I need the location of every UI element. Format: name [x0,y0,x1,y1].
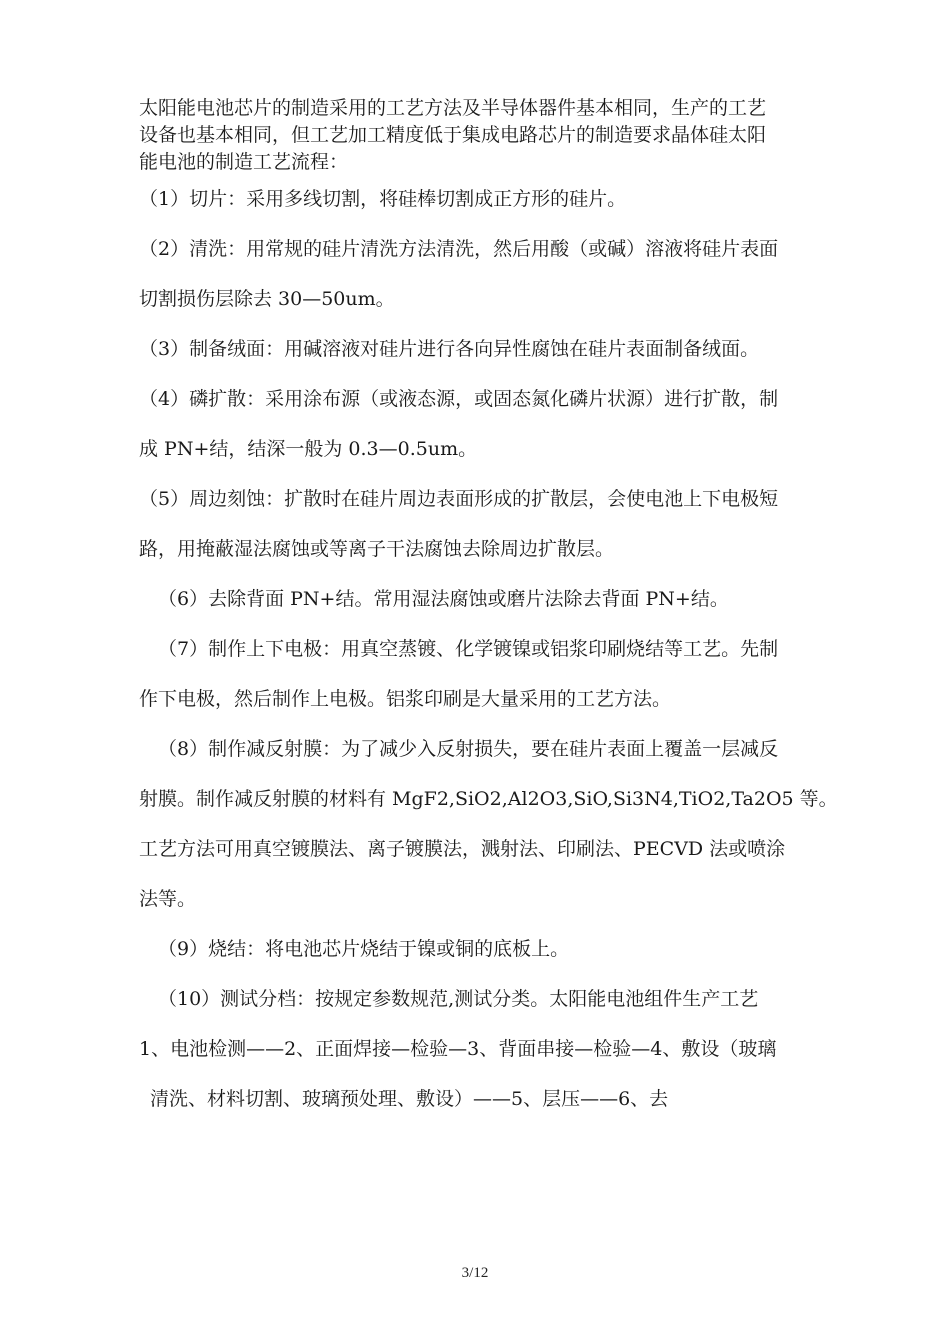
step-8-line-1: （8）制作减反射膜：为了减少入反射损失，要在硅片表面上覆盖一层减反 [158,738,779,760]
step-4-line-2: 成 PN+结，结深一般为 0.3—0.5um。 [139,438,478,460]
module-process-line-2: 清洗、材料切割、玻璃预处理、敷设）——5、层压——6、去 [150,1088,669,1110]
intro-line: 能电池的制造工艺流程： [139,151,349,173]
step-4-line-1: （4）磷扩散：采用涂布源（或液态源，或固态氮化磷片状源）进行扩散，制 [139,388,779,410]
step-5-line-2: 路，用掩蔽湿法腐蚀或等离子干法腐蚀去除周边扩散层。 [139,538,615,560]
intro-line: 设备也基本相同，但工艺加工精度低于集成电路芯片的制造要求晶体硅太阳 [139,124,767,146]
step-2-line-2: 切割损伤层除去 30—50um。 [139,288,395,310]
step-8-line-3: 工艺方法可用真空镀膜法、离子镀膜法，溅射法、印刷法、PECVD 法或喷涂 [139,838,786,860]
step-7-line-2: 作下电极，然后制作上电极。铝浆印刷是大量采用的工艺方法。 [139,688,672,710]
step-6-line-1: （6）去除背面 PN+结。常用湿法腐蚀或磨片法除去背面 PN+结。 [158,588,729,610]
step-7-line-1: （7）制作上下电极：用真空蒸镀、化学镀镍或铝浆印刷烧结等工艺。先制 [158,638,779,660]
step-10-line-1: （10）测试分档：按规定参数规范,测试分类。太阳能电池组件生产工艺 [158,988,759,1010]
step-2-line-1: （2）清洗：用常规的硅片清洗方法清洗，然后用酸（或碱）溶液将硅片表面 [139,238,779,260]
step-5-line-1: （5）周边刻蚀：扩散时在硅片周边表面形成的扩散层，会使电池上下电极短 [139,488,779,510]
page-number: 3/12 [461,1265,489,1281]
step-9-line-1: （9）烧结：将电池芯片烧结于镍或铜的底板上。 [158,938,570,960]
intro-line: 太阳能电池芯片的制造采用的工艺方法及半导体器件基本相同，生产的工艺 [139,97,767,119]
intro-paragraph [139,95,819,176]
step-8-line-2: 射膜。制作减反射膜的材料有 MgF2,SiO2,Al2O3,SiO,Si3N4,TiO2,Ta2O5 等。 [139,788,838,810]
module-process-line-1: 1、电池检测——2、正面焊接—检验—3、背面串接—检验—4、敷设（玻璃 [139,1038,777,1060]
step-3-line-1: （3）制备绒面：用碱溶液对硅片进行各向异性腐蚀在硅片表面制备绒面。 [139,338,760,360]
step-1-line-1: （1）切片：采用多线切割，将硅棒切割成正方形的硅片。 [139,188,627,210]
step-8-line-4: 法等。 [139,888,197,910]
